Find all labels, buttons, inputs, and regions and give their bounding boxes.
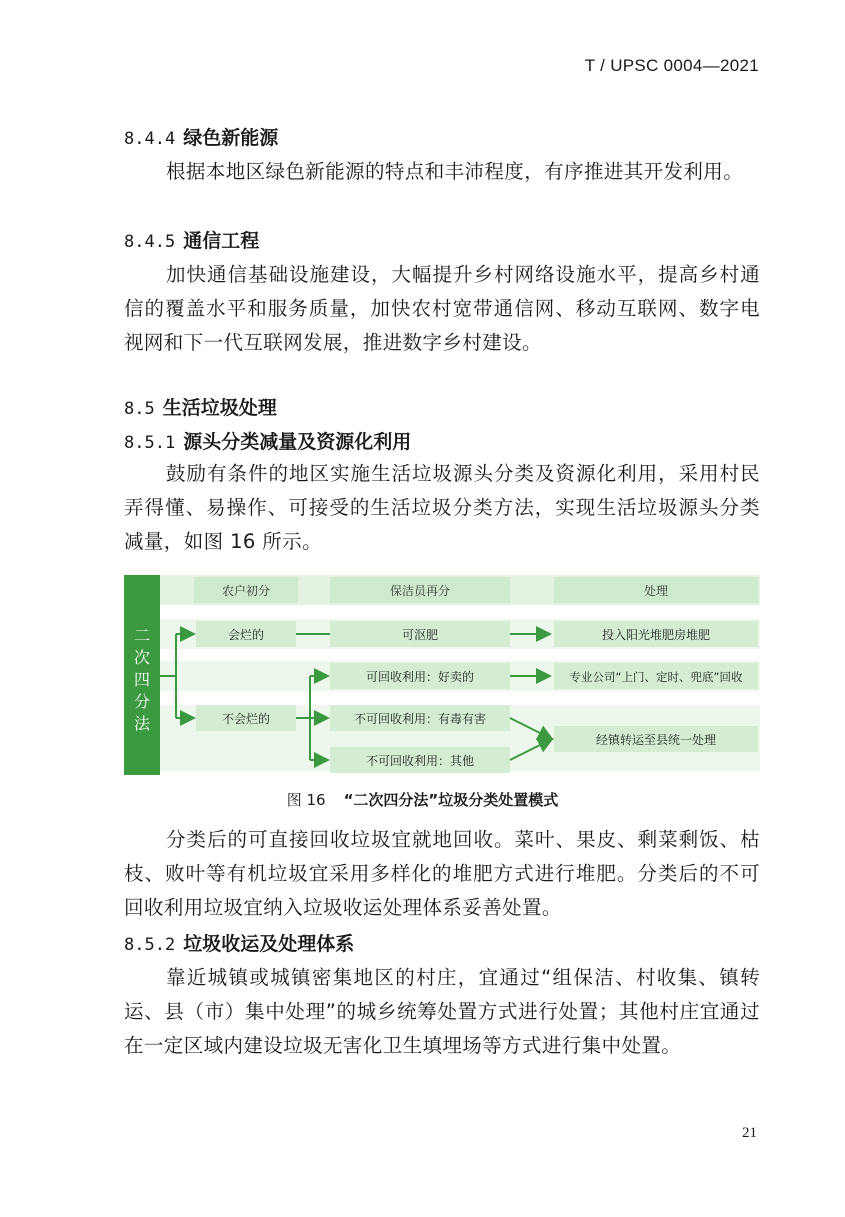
section-title: 通信工程: [183, 230, 260, 252]
section-number: 8.5: [124, 399, 155, 419]
section-title: 绿色新能源: [183, 127, 279, 149]
page-number: 21: [742, 1125, 757, 1141]
paragraph-communication: 加快通信基础设施建设，大幅提升乡村网络设施水平，提高乡村通信的覆盖水平和服务质量，加快农村宽带通信网、移动互联网、数字电视网和下一代互联网发展，推进数字乡村建设。: [124, 263, 760, 354]
paragraph-after-sorting: 分类后的可直接回收垃圾宜就地回收。菜叶、果皮、剩菜剩饭、枯枝、败叶等有机垃圾宜采用多样化的堆肥方式进行堆肥。分类后的不可回收利用垃圾宜纳入垃圾收运处理体系妥善处置。: [124, 828, 760, 919]
recycle-result-label: 专业公司“上门、定时、兜底”回收: [569, 670, 743, 684]
section-title: 生活垃圾处理: [162, 397, 277, 419]
section-number: 8.5.1: [124, 433, 176, 453]
paragraph-green-energy: 根据本地区绿色新能源的特点和丰沛程度，有序推进其开发利用。: [166, 160, 744, 183]
recyclable-label: 可回收利用：好卖的: [365, 670, 475, 684]
header-farmer-label: 农户初分: [221, 584, 271, 598]
section-title: 垃圾收运及处理体系: [183, 933, 355, 955]
section-heading-8-5: [124, 393, 277, 420]
section-title: 源头分类减量及资源化利用: [183, 431, 412, 453]
section-number: 8.4.5: [124, 232, 176, 252]
header-cleaner-label: 保洁员再分: [389, 584, 451, 598]
section-number: 8.5.2: [124, 935, 176, 955]
figure-number: 图 16: [286, 791, 326, 809]
nonrot-label: 不会烂的: [221, 712, 271, 726]
figure-16-diagram: [124, 575, 760, 775]
section-heading-8-4-4: [124, 123, 278, 150]
side-label-char: 次: [133, 648, 151, 667]
other-label: 不可回收利用：其他: [365, 754, 475, 768]
compost-result-label: 投入阳光堆肥房堆肥: [601, 628, 711, 642]
figure-title: “二次四分法”垃圾分类处置模式: [343, 791, 559, 809]
side-label-char: 法: [133, 714, 151, 733]
side-label-char: 分: [133, 692, 151, 711]
paragraph-source-sorting: 鼓励有条件的地区实施生活垃圾源头分类及资源化利用，采用村民弄得懂、易操作、可接受的生活垃圾分类方法，实现生活垃圾源头分类减量，如图 16 所示。: [124, 462, 760, 553]
header-process-label: 处理: [643, 584, 669, 598]
section-number: 8.4.4: [124, 129, 176, 149]
paragraph-collection-system: 靠近城镇或城镇密集地区的村庄，宜通过“组保洁、村收集、镇转运、县（市）集中处理”的城乡统筹处置方式进行处置；其他村庄宜通过在一定区域内建设垃圾无害化卫生填埋场等方式进行集中处置。: [124, 966, 760, 1057]
section-heading-8-5-1: [124, 427, 411, 454]
figure-caption: [0, 789, 845, 810]
rot-label: 会烂的: [227, 628, 265, 642]
section-heading-8-4-5: [124, 226, 259, 253]
side-label-char: 四: [133, 670, 151, 689]
hazardous-label: 不可回收利用：有毒有害: [353, 712, 487, 726]
town-result-label: 经镇转运至县统一处理: [595, 733, 717, 747]
compostable-label: 可沤肥: [401, 628, 439, 642]
document-code: T / UPSC 0004—2021: [584, 56, 759, 75]
section-heading-8-5-2: [124, 929, 354, 956]
side-label-char: 二: [133, 626, 151, 645]
